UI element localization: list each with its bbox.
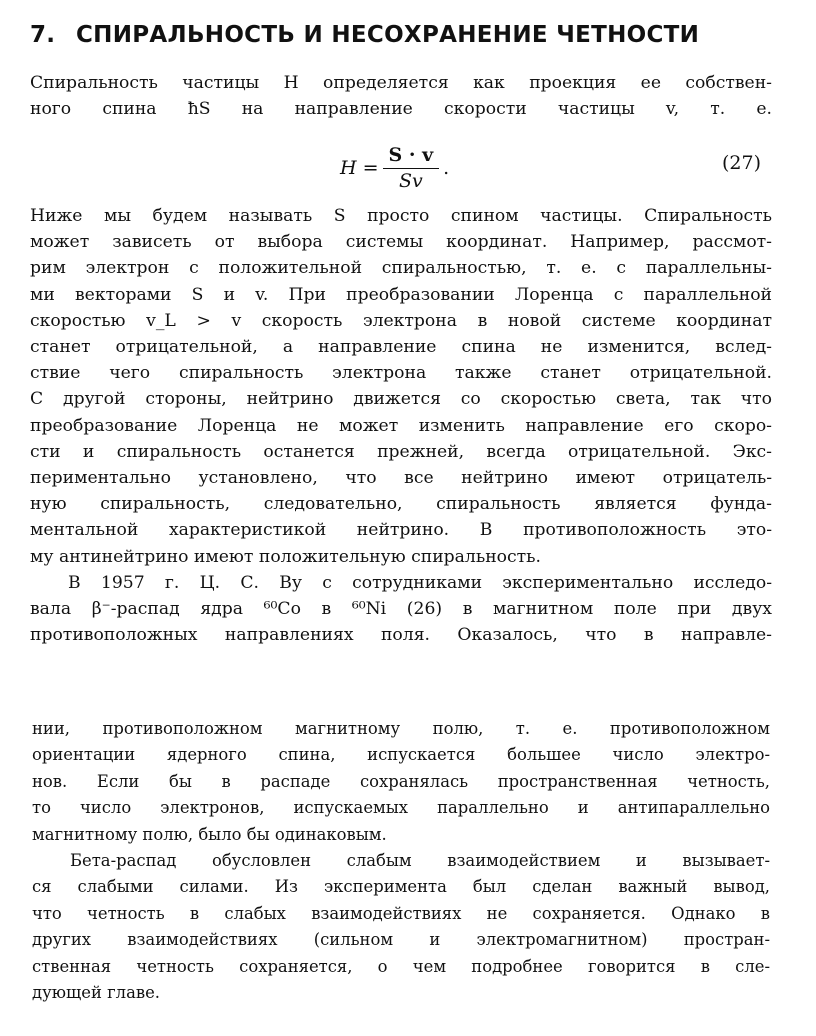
text-line: противоположных направлениях поля. Оказалось, что в направле- — [30, 625, 772, 646]
text-line: дующей главе. — [32, 983, 160, 1003]
text-line: что четность в слабых взаимодействиях не сохраняется. Однако в — [32, 903, 770, 923]
text-line: Ниже мы будем называть S просто спином частицы. Спиральность — [30, 206, 772, 226]
text-line: других взаимодействиях (сильном и электромагнитном) простран- — [32, 930, 770, 950]
intro-line-2: ного спина ħS на направление скорости частицы v, т. е. — [30, 99, 772, 120]
equation-number: (27) — [722, 152, 762, 174]
equation-numerator: S · v — [383, 144, 440, 169]
text-line: то число электронов, испускаемых параллельно и антипараллельно — [32, 798, 770, 818]
main-text — [30, 203, 772, 648]
equation-tail: . — [443, 157, 450, 179]
text-line: В 1957 г. Ц. С. Ву с сотрудниками экспериментально исследо- — [68, 572, 772, 593]
text-line: вала β⁻-распад ядра ⁶⁰Co в ⁶⁰Ni (26) в магнитном поле при двух — [30, 599, 772, 620]
equation-denominator: Sv — [398, 170, 423, 192]
text-line: сти и спиральность останется прежней, всегда отрицательной. Экс- — [30, 441, 772, 462]
paragraph-helicity — [30, 203, 772, 570]
text-line: может зависеть от выбора системы координат. Например, рассмот- — [30, 232, 772, 253]
equation-27 — [0, 138, 816, 192]
text-line: периментально установлено, что все нейтрино имеют отрицатель- — [30, 468, 772, 489]
intro-paragraph — [30, 70, 772, 122]
intro-line-1: Спиральность частицы H определяется как проекция ее собствен- — [30, 73, 772, 93]
text-line: рим электрон с положительной спиральностью, т. е. с параллельны- — [30, 258, 772, 279]
text-line: ствие чего спиральность электрона также станет отрицательной. — [30, 363, 772, 384]
section-heading — [30, 22, 790, 48]
paragraph-continuation — [32, 716, 770, 848]
text-line: нов. Если бы в распаде сохранялась пространственная четность, — [32, 771, 770, 791]
text-line: ми векторами S и v. При преобразовании Лоренца с параллельной — [30, 284, 772, 305]
text-line: скоростью v_L > v скорость электрона в новой системе координат — [30, 310, 772, 331]
paragraph-beta-decay — [32, 848, 770, 1006]
equation-lhs: H = — [340, 157, 379, 179]
text-line: ственная четность сохраняется, о чем подробнее говорится в сле- — [32, 956, 770, 976]
text-line: С другой стороны, нейтрино движется со скоростью света, так что — [30, 389, 772, 410]
text-line: станет отрицательной, а направление спина не изменится, вслед- — [30, 337, 772, 358]
text-line: му антинейтрино имеют положительную спиральность. — [30, 546, 541, 567]
text-line: ную спиральность, следовательно, спиральность является фунда- — [30, 494, 772, 515]
text-line: Бета-распад обусловлен слабым взаимодействием и вызывает- — [70, 851, 770, 871]
text-line: магнитному полю, было бы одинаковым. — [32, 824, 387, 844]
equation-fraction — [383, 144, 440, 192]
paragraph-wu-experiment — [30, 570, 772, 649]
section-title: СПИРАЛЬНОСТЬ И НЕСОХРАНЕНИЕ ЧЕТНОСТИ — [76, 22, 700, 48]
text-line: ся слабыми силами. Из эксперимента был сделан важный вывод, — [32, 877, 770, 897]
section-number: 7. — [30, 22, 56, 48]
equation-body — [340, 144, 449, 192]
text-line: преобразование Лоренца не может изменить направление его скоро- — [30, 415, 772, 436]
continued-text — [32, 716, 770, 1006]
text-line: ориентации ядерного спина, испускается большее число электро- — [32, 745, 770, 765]
text-line: ментальной характеристикой нейтрино. В противоположность это- — [30, 520, 772, 541]
text-line: нии, противоположном магнитному полю, т. е. противоположном — [32, 719, 770, 738]
